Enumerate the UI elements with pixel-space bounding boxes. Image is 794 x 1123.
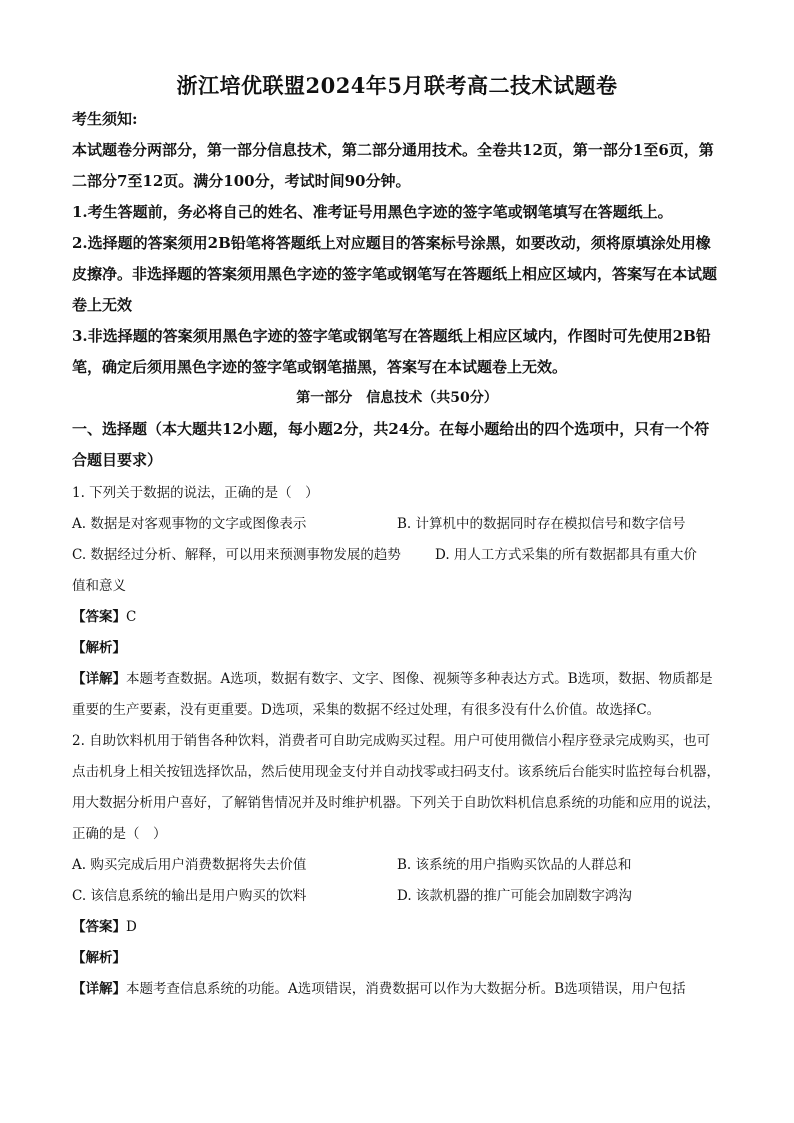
q2-detail — [72, 974, 722, 1005]
q2-option-a: A. 购买完成后用户消费数据将失去价值 — [72, 857, 307, 873]
q2-analysis-tag: 【解析】 — [72, 950, 126, 966]
q1-option-c: C. 数据经过分析、解释，可以用来预测事物发展的趋势 — [72, 547, 401, 563]
q1-answer-tag: 【答案】 — [72, 609, 126, 625]
q1-answer — [72, 602, 722, 633]
q2-detail-text: 本题考查信息系统的功能。A选项错误，消费数据可以作为大数据分析。B选项错误，用户包括 — [126, 981, 686, 997]
q2-answer-value: D — [126, 919, 137, 935]
q1-option-d: D. 用人工方式采集的所有数据都具有重大价 — [435, 547, 697, 563]
q1-detail-text: 本题考查数据。A选项，数据有数字、文字、图像、视频等多种表达方式。B选项，数据、物质都是重要的生产要素，没有更重要。D选项，采集的数据不经过处理，有很多没有什么价值。故选择C。 — [72, 671, 713, 718]
q2-option-b: B. 该系统的用户指购买饮品的人群总和 — [397, 857, 632, 873]
q1-stem: 1. 下列关于数据的说法，正确的是（ ） — [72, 485, 319, 501]
q2-answer-tag: 【答案】 — [72, 919, 126, 935]
q1-option-d-cont: 值和意义 — [72, 578, 126, 594]
q1-detail — [72, 664, 722, 726]
q2-option-c: C. 该信息系统的输出是用户购买的饮料 — [72, 888, 307, 904]
notice-intro: 本试题卷分两部分，第一部分信息技术，第二部分通用技术。全卷共12页，第一部分1至6页，第二部分7至12页。满分100分，考试时间90分钟。 — [72, 141, 714, 190]
q1-option-a: A. 数据是对客观事物的文字或图像表示 — [72, 516, 307, 532]
q1-option-b: B. 计算机中的数据同时存在模拟信号和数字信号 — [397, 516, 686, 532]
q2-stem: 2. 自助饮料机用于销售各种饮料，消费者可自助完成购买过程。用户可使用微信小程序登录完成购买，也可点击机身上相关按钮选择饮品，然后使用现金支付并自动找零或扫码支付。该系统后台能实时监控每台机器，用大数据分析用户喜好，了解销售情况并及时维护机器。下列关于自助饮料机信息系统的功能和应用的说法，正确的是（ ） — [72, 733, 720, 842]
q2-option-d: D. 该款机器的推广可能会加剧数字鸿沟 — [397, 888, 632, 904]
q2-answer — [72, 912, 722, 943]
page-title: 浙江培优联盟2024年5月联考高二技术试题卷 — [176, 73, 618, 98]
part-title: 第一部分 信息技术（共50分） — [296, 390, 498, 406]
q1-detail-tag: 【详解】 — [72, 671, 126, 687]
notice-rule-1: 1.考生答题前，务必将自己的姓名、准考证号用黑色字迹的签字笔或钢笔填写在答题纸上。 — [72, 203, 673, 221]
section-title: 一、选择题（本大题共12小题，每小题2分，共24分。在每小题给出的四个选项中，只有一个符合题目要求） — [72, 420, 710, 469]
q2-detail-tag: 【详解】 — [72, 981, 126, 997]
notice-rule-2: 2.选择题的答案须用2B铅笔将答题纸上对应题目的答案标号涂黑，如要改动，须将原填涂处用橡皮擦净。非选择题的答案须用黑色字迹的签字笔或钢笔写在答题纸上相应区域内，答案写在本试题卷上无效 — [72, 234, 718, 314]
q1-answer-value: C — [126, 609, 137, 625]
q1-analysis-tag: 【解析】 — [72, 640, 126, 656]
notice-rule-3: 3.非选择题的答案须用黑色字迹的签字笔或钢笔写在答题纸上相应区域内，作图时可先使用2B铅笔，确定后须用黑色字迹的签字笔或钢笔描黑，答案写在本试题卷上无效。 — [72, 327, 711, 376]
notice-heading: 考生须知: — [72, 110, 138, 128]
